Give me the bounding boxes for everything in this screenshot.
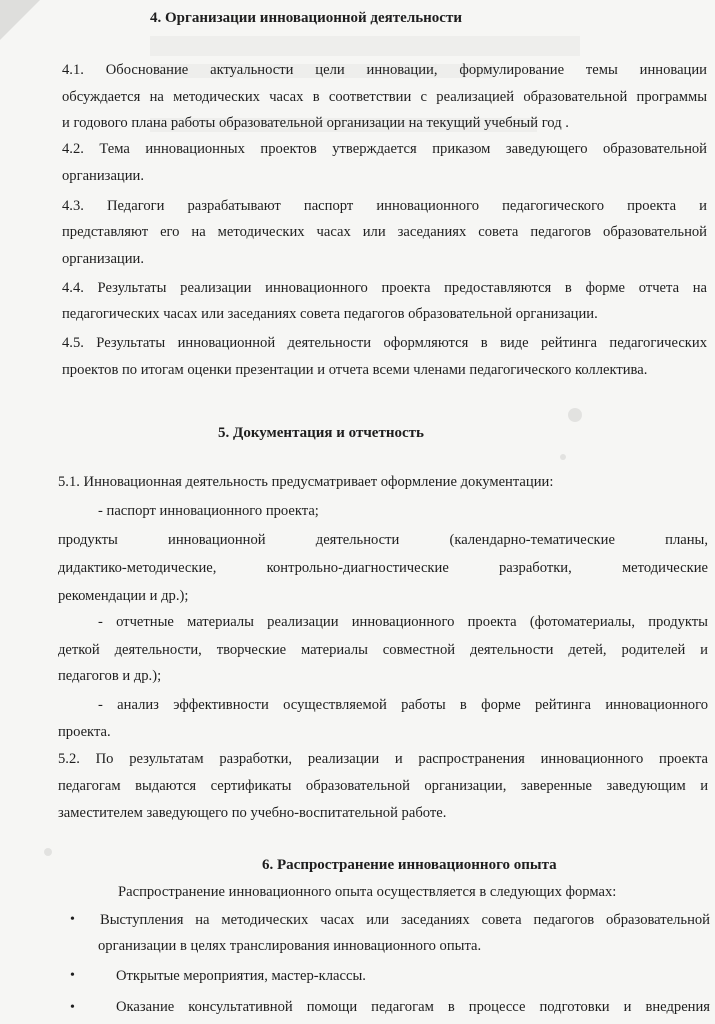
section5-line: педагогов и др.);	[58, 668, 162, 684]
section4-heading: 4. Организации инновационной деятельности	[150, 10, 462, 26]
section5-line: продукты инновационной деятельности (календарно-тематические планы,	[58, 532, 708, 548]
bullet-icon: •	[70, 1000, 75, 1015]
section6-list-item: Выступления на методических часах или заседаниях совета педагогов образовательной	[100, 912, 710, 928]
paper-smudge	[560, 454, 566, 460]
section5-line: - анализ эффективности осуществляемой работы в форме рейтинга инновационного	[98, 697, 708, 713]
section5-line: рекомендации и др.);	[58, 588, 189, 604]
section4-line: проектов по итогам оценки презентации и отчета всеми членами педагогического коллектива.	[62, 362, 648, 378]
section6-list-item: Оказание консультативной помощи педагогам в процессе подготовки и внедрения	[116, 999, 710, 1015]
section4-line: представляют его на методических часах или заседаниях совета педагогов образовательной	[62, 224, 707, 240]
section5-heading: 5. Документация и отчетность	[218, 425, 424, 441]
page-corner-shadow	[0, 0, 40, 40]
bullet-icon: •	[70, 968, 75, 983]
section4-line: педагогических часах или заседаниях совета педагогов образовательной организации.	[62, 306, 598, 322]
section5-line: проекта.	[58, 724, 111, 740]
section4-line: обсуждается на методических часах в соответствии с реализацией образовательной программы	[62, 89, 707, 105]
section4-line: организации.	[62, 168, 144, 184]
section4-line: 4.1. Обоснование актуальности цели инновации, формулирование темы инновации	[62, 62, 707, 78]
section4-line: и годового плана работы образовательной организации на текущий учебный год .	[62, 115, 569, 131]
section6-list-item: организации в целях транслирования инновационного опыта.	[98, 938, 482, 954]
section5-line: - отчетные материалы реализации инновационного проекта (фотоматериалы, продукты	[98, 614, 708, 630]
section5-line: 5.1. Инновационная деятельность предусматривает оформление документации:	[58, 474, 554, 490]
section5-line: педагогам выдаются сертификаты образовательной организации, заверенные заведующим и	[58, 778, 708, 794]
section4-line: организации.	[62, 251, 144, 267]
paper-smudge	[568, 408, 582, 422]
paper-smudge	[44, 848, 52, 856]
section4-line: 4.5. Результаты инновационной деятельности оформляются в виде рейтинга педагогических	[62, 335, 707, 351]
section5-line: деткой деятельности, творческие материалы совместной деятельности детей, родителей и	[58, 642, 708, 658]
section4-line: 4.4. Результаты реализации инновационного проекта предоставляются в форме отчета на	[62, 280, 707, 296]
section5-line: дидактико-методические, контрольно-диагностические разработки, методические	[58, 560, 708, 576]
section6-intro: Распространение инновационного опыта осуществляется в следующих формах:	[118, 884, 617, 900]
section5-line: заместителем заведующего по учебно-воспитательной работе.	[58, 805, 447, 821]
section4-line: 4.3. Педагоги разрабатывают паспорт инновационного педагогического проекта и	[62, 198, 707, 214]
section6-heading: 6. Распространение инновационного опыта	[262, 857, 557, 873]
section5-line: 5.2. По результатам разработки, реализации и распространения инновационного проекта	[58, 751, 708, 767]
section6-list-item: Открытые мероприятия, мастер-классы.	[116, 968, 366, 984]
bullet-icon: •	[70, 912, 75, 927]
section5-line: - паспорт инновационного проекта;	[98, 503, 319, 519]
section4-line: 4.2. Тема инновационных проектов утверждается приказом заведующего образовательной	[62, 141, 707, 157]
